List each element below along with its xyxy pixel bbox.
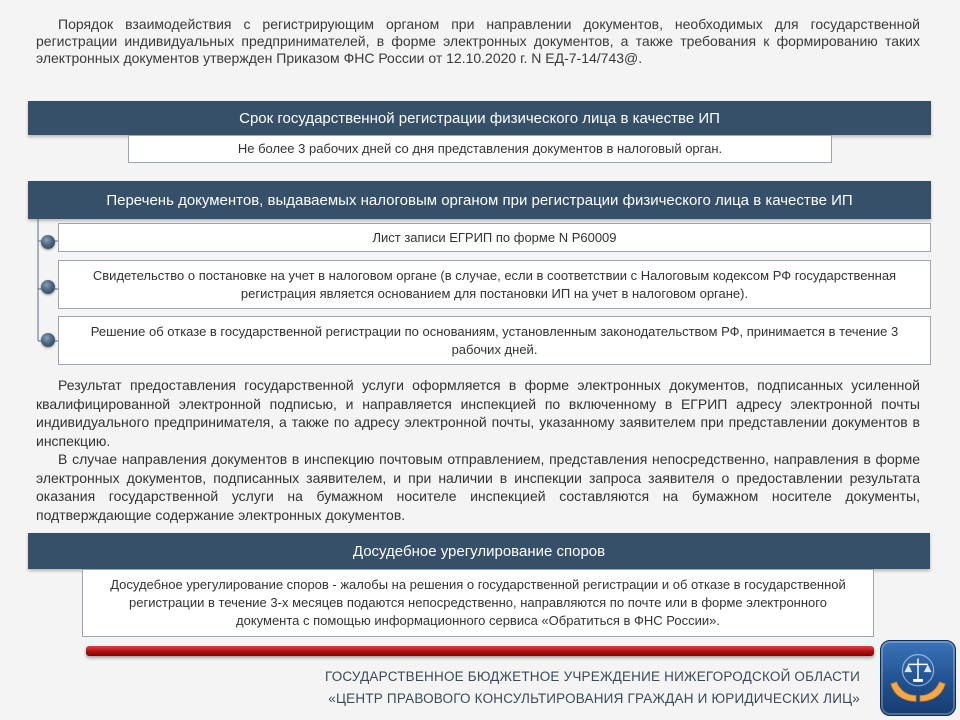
term-section-text: Не более 3 рабочих дней со дня представления документов в налоговый орган.: [128, 135, 832, 163]
organization-logo: [880, 640, 956, 716]
document-item-egrip: Лист записи ЕГРИП по форме N Р60009: [58, 223, 931, 252]
pretrial-section-header: Досудебное урегулирование споров: [28, 533, 930, 569]
bullet-icon: [41, 235, 55, 249]
bullet-icon: [41, 333, 55, 347]
result-paragraph-1: Результат предоставления государственной услуги оформляется в форме электронных документов, подписанных усиленной квалифицированной электронной подписью, и направляется инспекцией по включенному в ЕГРИП адресу электронной почты индивидуального предпринимателя, а также по адресу электронной почты, указанному заявителем при представлении документов в инспекцию.: [36, 377, 920, 449]
documents-section-header: Перечень документов, выдаваемых налоговым органом при регистрации физического лица в качестве ИП: [28, 181, 931, 219]
red-divider-bar: [86, 646, 874, 656]
footer-line-1: ГОСУДАРСТВЕННОЕ БЮДЖЕТНОЕ УЧРЕЖДЕНИЕ НИЖЕГОРОДСКОЙ ОБЛАСТИ: [324, 669, 860, 684]
scales-hands-icon: [881, 641, 955, 715]
pretrial-section-text: Досудебное урегулирование споров - жалобы на решения о государственной регистрации и об отказе в государственной регистрации в течение 3-х месяцев подаются непосредственно, направляются по почте или в форме электронного документа с помощью информационного сервиса «Обратиться в ФНС России».: [82, 569, 874, 637]
result-paragraph-2: В случае направления документов в инспекцию почтовым отправлением, представления непосредственно, направления в форме электронных документов, подписанных заявителем, и при наличии в инспекции запроса заявителя о предоставлении результата оказания государственной услуги на бумажном носителе инспекцией составляются на бумажном носителе документы, подтверждающие содержание электронных документов.: [36, 451, 920, 523]
document-item-refusal: Решение об отказе в государственной регистрации по основаниям, установленным законодательством РФ, принимается в течение 3 рабочих дней.: [58, 316, 931, 365]
intro-paragraph: Порядок взаимодействия с регистрирующим органом при направлении документов, необходимых для государственной регистрации индивидуальных предпринимателей, в форме электронных документов, а также требования к формированию таких электронных документов утвержден Приказом ФНС России от 12.10.2020 г. N ЕД-7-14/743@.: [36, 16, 920, 66]
document-item-certificate: Свидетельство о постановке на учет в налоговом органе (в случае, если в соответствии с Налоговым кодексом РФ государственная регистрация является основанием для постановки ИП на учет в налоговом органе).: [58, 260, 931, 309]
term-section-header: Срок государственной регистрации физического лица в качестве ИП: [28, 101, 931, 135]
footer-line-2: «ЦЕНТР ПРАВОВОГО КОНСУЛЬТИРОВАНИЯ ГРАЖДАН И ЮРИДИЧЕСКИХ ЛИЦ»: [328, 691, 860, 706]
bullet-icon: [41, 280, 55, 294]
footer-organization: [325, 666, 860, 710]
